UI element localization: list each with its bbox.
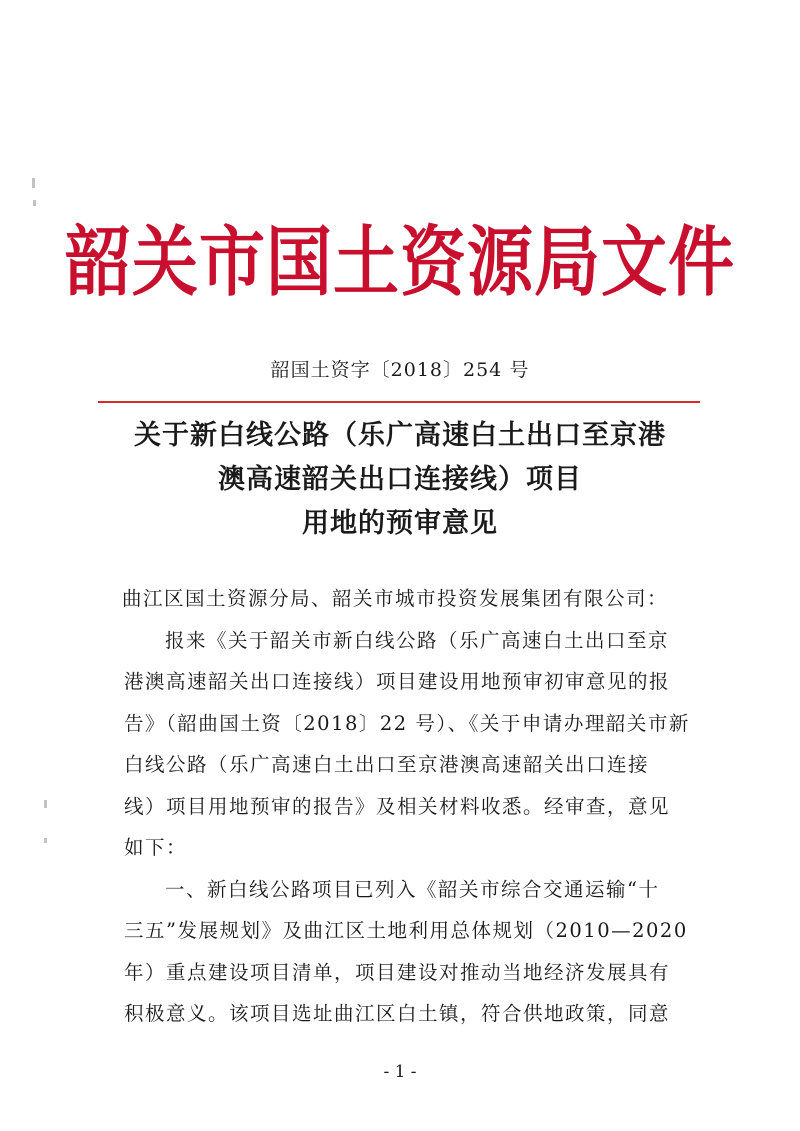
body-line: 港澳高速韶关出口连接线）项目建设用地预审初审意见的报 bbox=[124, 670, 671, 693]
body-line: 一、新白线公路项目已列入《韶关市综合交通运输“十 bbox=[165, 877, 660, 901]
title-line: 澳高速韶关出口连接线）项目 bbox=[218, 464, 582, 495]
document-title bbox=[100, 414, 700, 546]
body-line: 白线公路（乐广高速白土出口至京港澳高速韶关出口连接 bbox=[124, 753, 650, 776]
scan-mark bbox=[32, 178, 35, 188]
body-line: 线）项目用地预审的报告》及相关材料收悉。经审查，意见 bbox=[124, 794, 671, 818]
body-line: 积极意义。该项目选址曲江区白土镇，符合供地政策，同意 bbox=[124, 1002, 671, 1025]
document-body bbox=[122, 578, 690, 1035]
document-header-title: 韶关市国土资源局文件 bbox=[65, 217, 735, 307]
body-line: 告》（韶曲国土资〔2018〕22 号）、《关于申请办理韶关市新 bbox=[124, 711, 690, 735]
title-line: 关于新白线公路（乐广高速白土出口至京港 bbox=[134, 420, 666, 451]
addressee-line: 曲江区国土资源分局、韶关市城市投资发展集团有限公司： bbox=[122, 587, 669, 610]
body-line: 年）重点建设项目清单，项目建设对推动当地经济发展具有 bbox=[124, 960, 671, 984]
red-divider-rule bbox=[98, 401, 700, 403]
body-line: 报来《关于韶关市新白线公路（乐广高速白土出口至京 bbox=[165, 628, 670, 652]
body-line: 三五”发展规划》及曲江区土地利用总体规划（2010—2020 bbox=[124, 919, 688, 942]
scan-mark bbox=[44, 838, 47, 843]
body-line: 如下： bbox=[124, 836, 188, 859]
title-line: 用地的预审意见 bbox=[302, 508, 498, 539]
document-number: 韶国土资字〔2018〕254 号 bbox=[270, 359, 530, 381]
page-number: - 1 - bbox=[383, 1062, 417, 1082]
scan-mark bbox=[44, 800, 47, 808]
